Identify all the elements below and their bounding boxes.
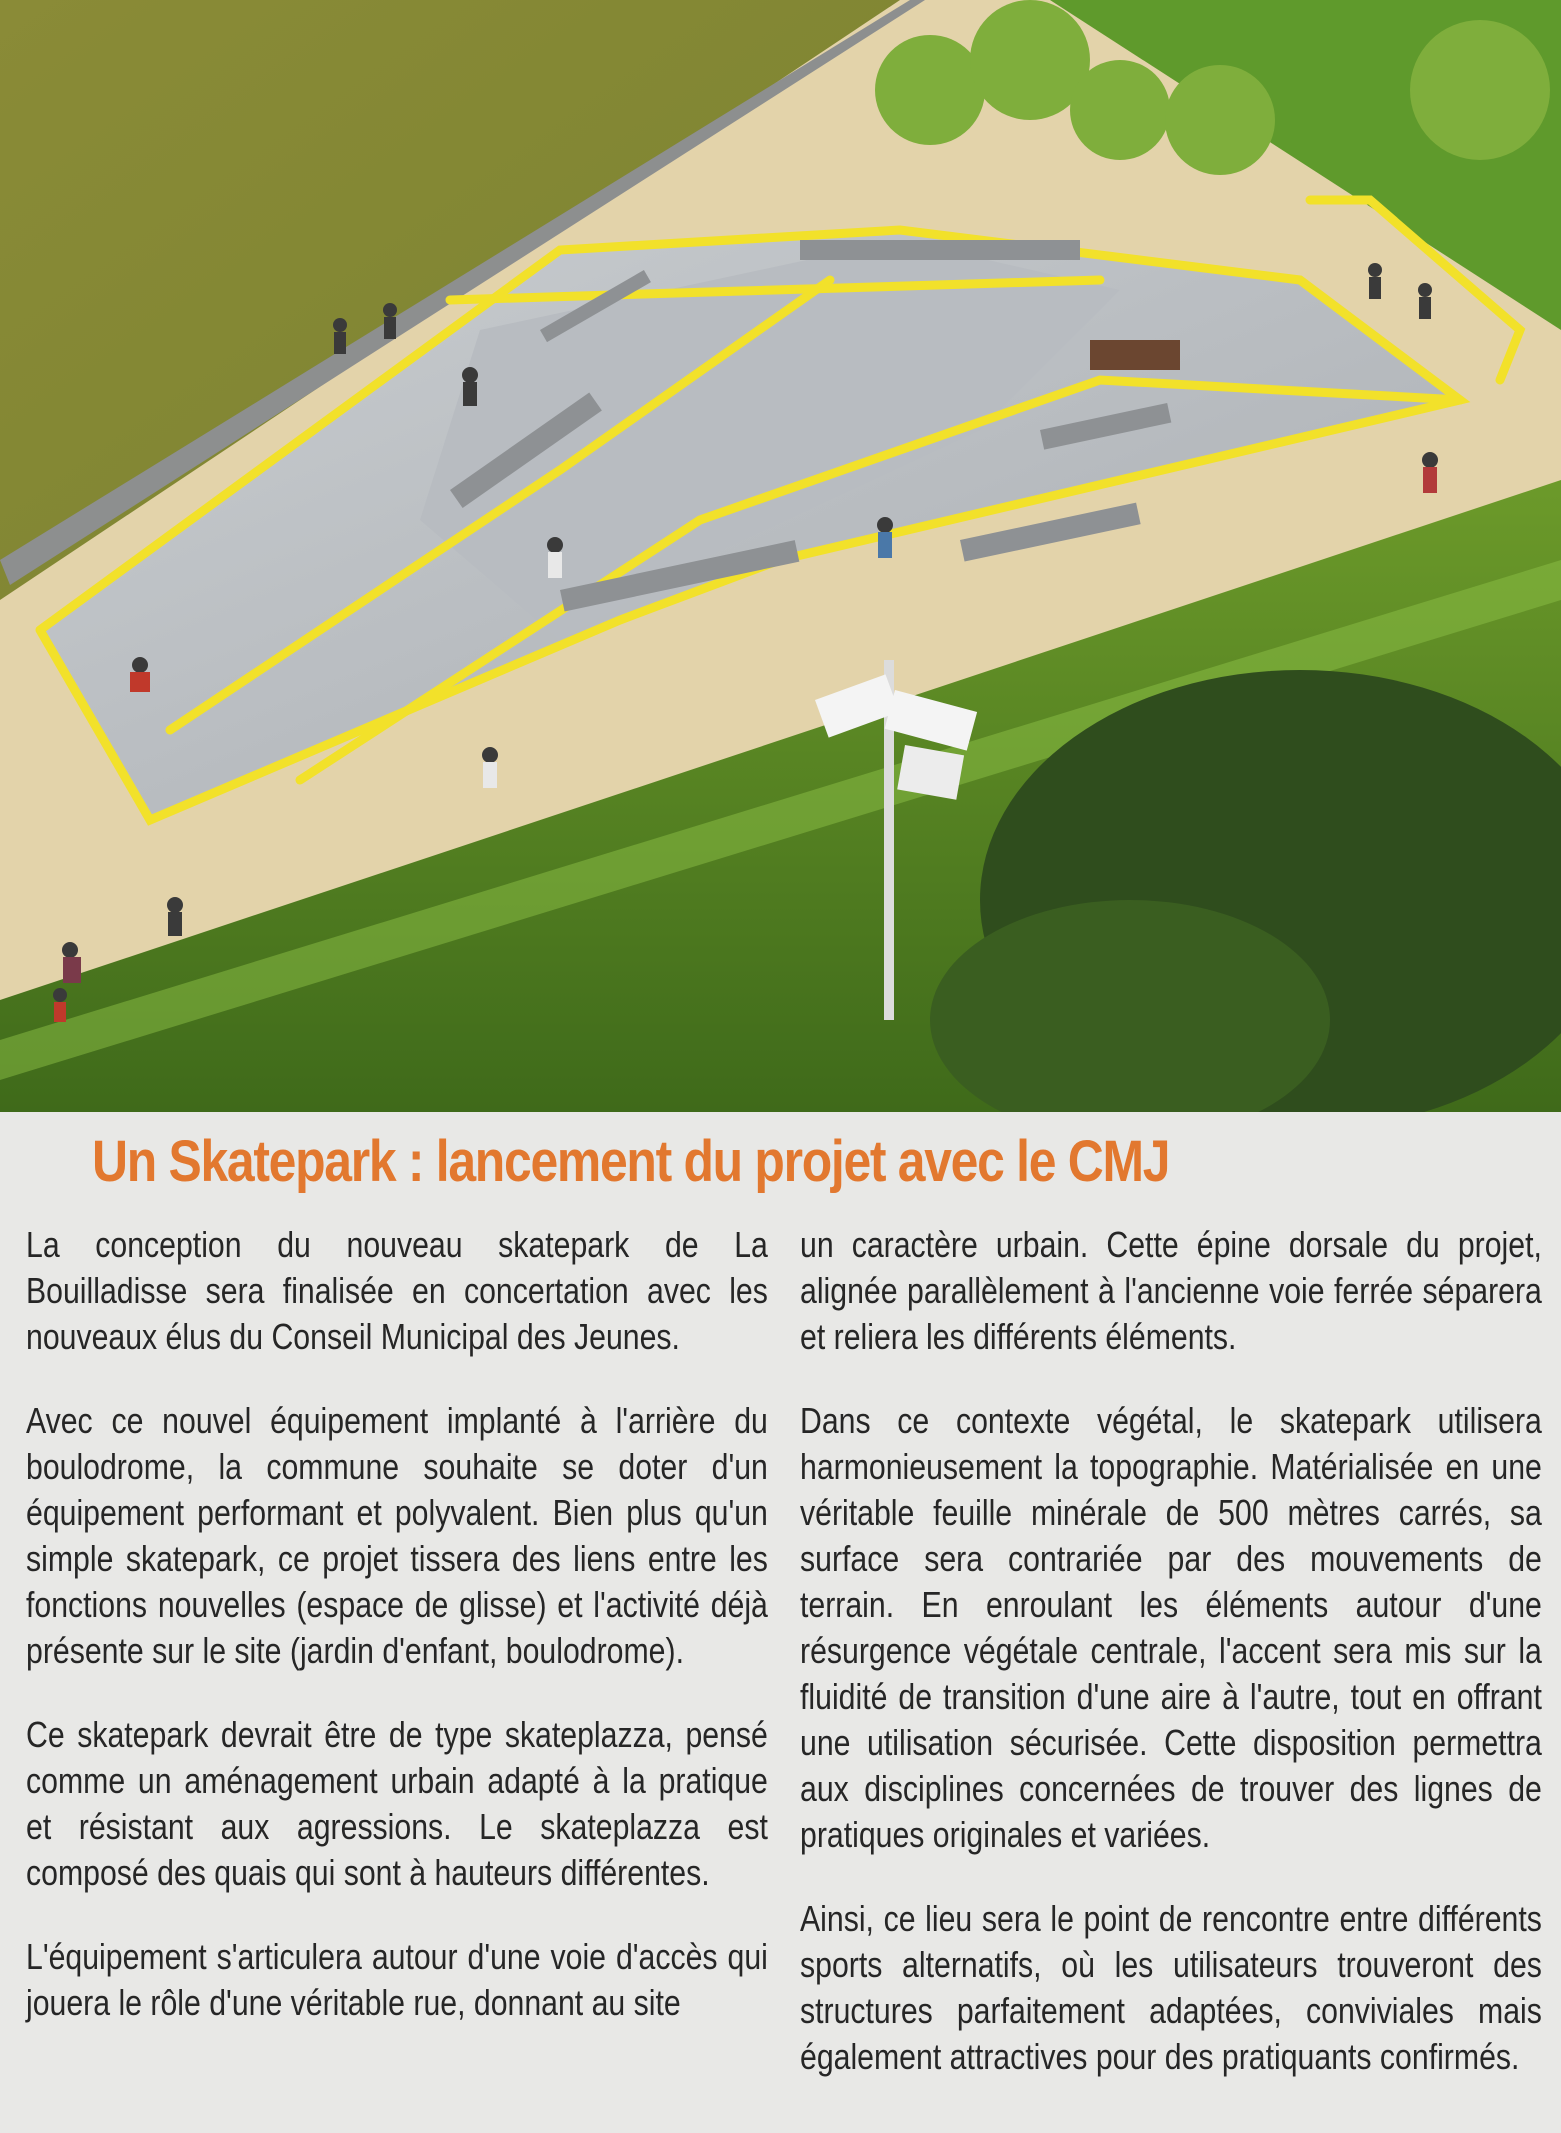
paragraph: un caractère urbain. Cette épine dorsale du projet, alignée parallèlement à l'ancienne voie ferrée séparera et reliera les différents éléments.: [800, 1224, 1542, 1357]
paragraph: Ce skatepark devrait être de type skateplazza, pensé comme un aménagement urbain adapté à la pratique et résistant aux agressions. Le skateplazza est composé des quais qui sont à hauteurs différentes.: [26, 1714, 768, 1893]
paragraph: Avec ce nouvel équipement implanté à l'arrière du boulodrome, la commune souhaite se doter d'un équipement performant et polyvalent. Bien plus qu'un simple skatepark, ce projet tissera des liens entre les fonctions nouvelles (espace de glisse) et l'activité déjà présente sur le site (jardin d'enfant, boulodrome).: [26, 1400, 768, 1671]
paragraph: La conception du nouveau skatepark de La Bouilladisse sera finalisée en concertation avec les nouveaux élus du Conseil Municipal des Jeunes.: [26, 1224, 768, 1357]
paragraph: Dans ce contexte végétal, le skatepark utilisera harmonieusement la topographie. Matérialisée en une véritable feuille minérale de 500 mètres carrés, sa surface sera contrariée par des mouvements de terrain. En enroulant les éléments autour d'une résurgence végétale centrale, l'accent sera mis sur la fluidité de transition d'une aire à l'autre, tout en offrant une utilisation sécurisée. Cette disposition permettra aux disciplines concernées de trouver des lignes de pratiques originales et variées.: [800, 1400, 1542, 1855]
article-column-left: [26, 1222, 768, 2064]
paragraph: Ainsi, ce lieu sera le point de rencontre entre différents sports alternatifs, où les utilisateurs trouveront des structures parfaitement adaptées, conviviales mais également attractives pour des pratiquants confirmés.: [800, 1898, 1542, 2077]
paragraph: L'équipement s'articulera autour d'une voie d'accès qui jouera le rôle d'une véritable rue, donnant au site: [26, 1936, 768, 2023]
article-column-right: [800, 1222, 1542, 2118]
article-title: Un Skatepark : lancement du projet avec le CMJ: [92, 1129, 1170, 1194]
